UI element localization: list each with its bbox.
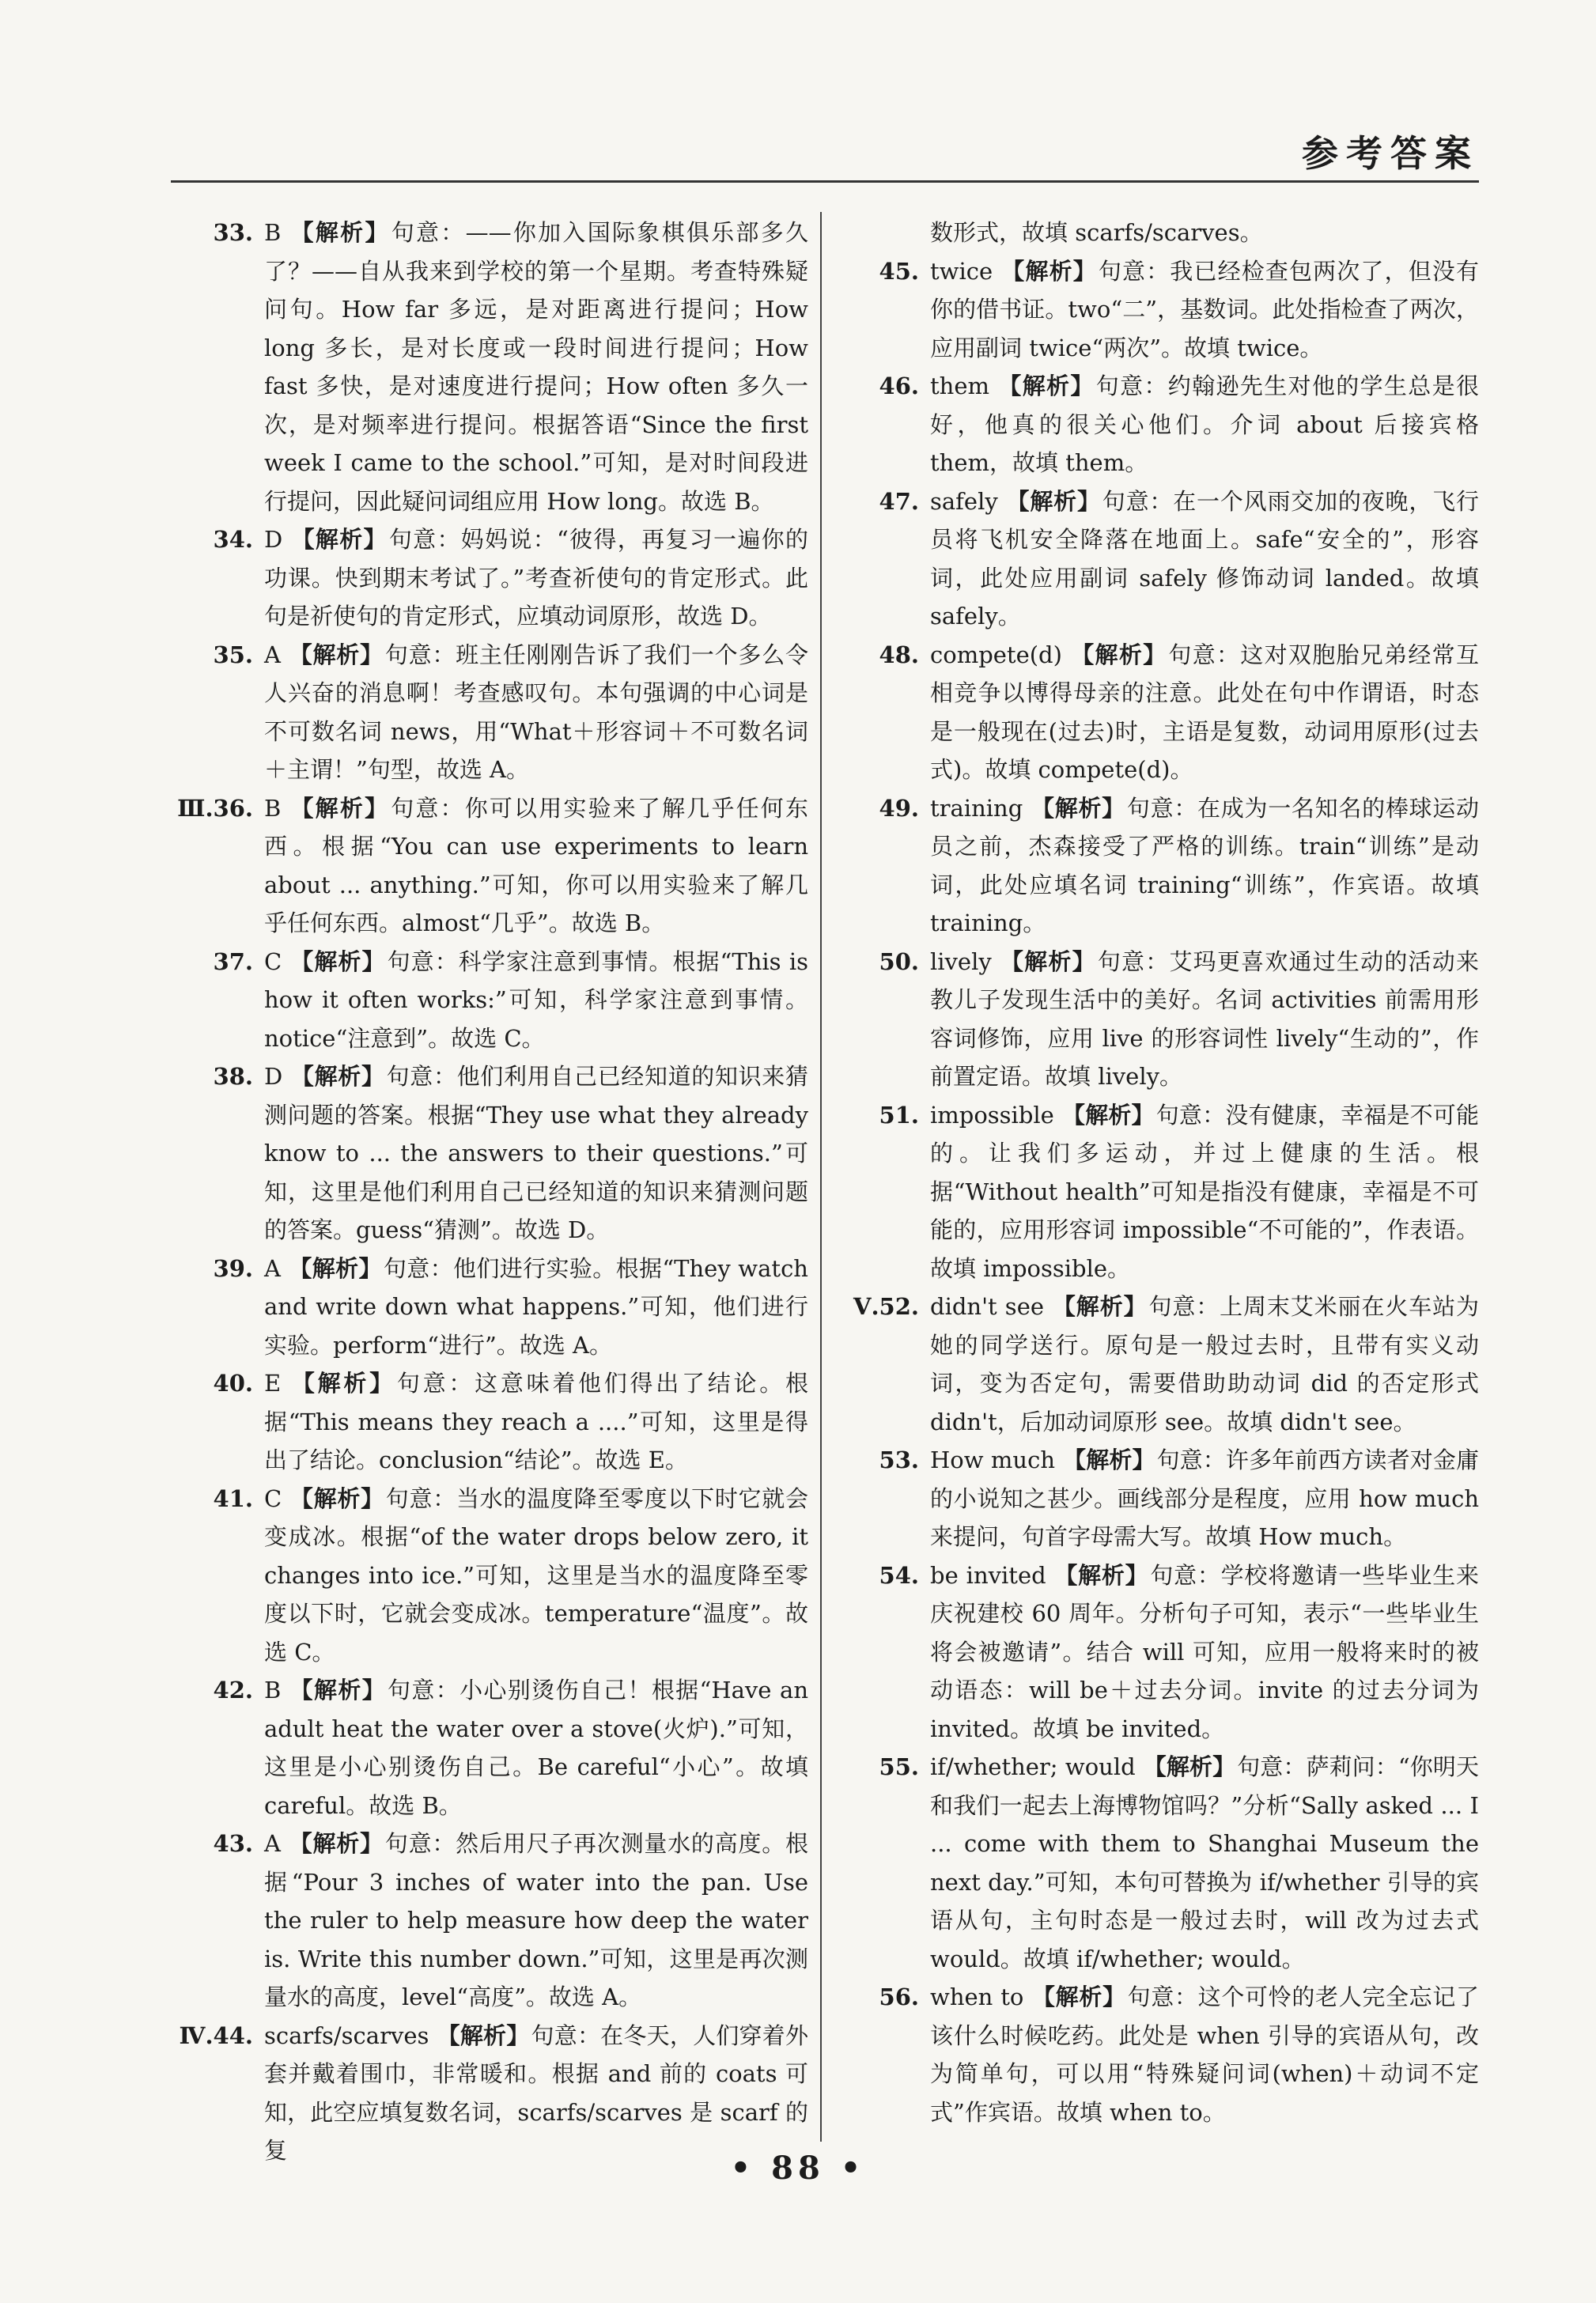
analysis-tag: 【解析】 — [289, 1370, 395, 1397]
number-label: 51. — [879, 1101, 919, 1129]
analysis-tag: 【解析】 — [999, 947, 1096, 975]
analysis-tag: 【解析】 — [1031, 1983, 1126, 2010]
answer-key: didn't see — [930, 1293, 1045, 1320]
number-label: 34. — [213, 526, 253, 553]
number-label: 49. — [879, 794, 919, 822]
analysis-tag: 【解析】 — [1061, 1101, 1155, 1129]
answer-key: when to — [930, 1983, 1024, 2010]
answer-entry — [171, 520, 808, 636]
question-number — [837, 1441, 919, 1480]
question-number — [171, 943, 253, 981]
explanation-text: 句意：上周末艾米丽在火车站为她的同学送行。原句是一般过去时，且带有实义动词，变为否定句，需要借助助动词 did 的否定形式 didn't，后加动词原形 see。故填 didn't see。 — [930, 1293, 1479, 1435]
answer-entry — [837, 789, 1479, 943]
question-number — [171, 1825, 253, 1863]
explanation-text: 句意：艾玛更喜欢通过生动的活动来教儿子发现生活中的美好。名词 activities 前需用形容词修饰，应用 live 的形容词性 lively“生动的”，作前置定语。故填 lively。 — [930, 947, 1479, 1090]
number-label: 50. — [879, 947, 919, 975]
number-label: 39. — [213, 1254, 253, 1282]
question-number — [171, 789, 253, 828]
question-number — [837, 482, 919, 521]
answer-entry — [837, 1748, 1479, 1978]
answer-key: B — [264, 1677, 282, 1704]
number-label: 46. — [879, 372, 919, 399]
answer-entry — [837, 1978, 1479, 2131]
analysis-tag: 【解析】 — [1052, 1293, 1148, 1320]
question-number — [837, 1556, 919, 1595]
section-numeral: Ⅴ. — [853, 1293, 879, 1320]
answer-entry — [837, 482, 1479, 636]
answer-key: compete(d) — [930, 641, 1062, 668]
number-label: 33. — [213, 219, 253, 246]
answer-key: training — [930, 794, 1023, 822]
answer-key: B — [264, 794, 282, 822]
answer-key: safely — [930, 487, 998, 515]
explanation-text: 句意：这对双胞胎兄弟经常互相竞争以博得母亲的注意。此处在句中作谓语，时态是一般现在(过去)时，主语是复数，动词用原形(过去式)。故填 compete(d)。 — [930, 641, 1479, 783]
analysis-tag: 【解析】 — [1005, 487, 1101, 515]
analysis-tag: 【解析】 — [1053, 1561, 1149, 1589]
explanation-text: 句意：然后用尺子再次测量水的高度。根据“Pour 3 inches of water into the pan. Use the ruler to help measure how deep the water is. Write this number down.”可知，这里是再次测量水的高度，level“高度”。故选 A。 — [264, 1830, 808, 2010]
analysis-tag: 【解析】 — [997, 372, 1095, 399]
question-number — [837, 252, 919, 291]
number-label: 48. — [879, 641, 919, 668]
analysis-tag: 【解析】 — [289, 794, 390, 822]
explanation-text: 句意：科学家注意到事情。根据“This is how it often works:”可知，科学家注意到事情。notice“注意到”。故选 C。 — [264, 947, 808, 1052]
answer-key: A — [264, 641, 281, 668]
header-title: 参考答案 — [1302, 132, 1479, 175]
question-number — [837, 367, 919, 406]
analysis-tag: 【解析】 — [289, 947, 386, 975]
answer-key: twice — [930, 257, 993, 285]
answer-key: be invited — [930, 1561, 1046, 1589]
explanation-text: 句意：小心别烫伤自己！根据“Have an adult heat the water over a stove(火炉).”可知，这里是小心别烫伤自己。Be careful“小心”。故填 careful。故选 B。 — [264, 1677, 808, 1819]
explanation-text: 句意：在冬天，人们穿着外套并戴着围巾，非常暖和。根据 and 前的 coats 可知，此空应填复数名词，scarfs/scarves 是 scarf 的复 — [264, 2021, 808, 2164]
analysis-tag: 【解析】 — [1000, 257, 1097, 285]
analysis-tag: 【解析】 — [290, 1063, 385, 1090]
question-number — [171, 214, 253, 252]
explanation-text: 句意：当水的温度降至零度以下时它就会变成冰。根据“of the water drops below zero, it changes into ice.”可知，这里是当水的温度降至零度以下时，它就会变成冰。temperature“温度”。故选 C。 — [264, 1484, 808, 1666]
number-label: 44. — [213, 2021, 253, 2049]
analysis-tag: 【解析】 — [1063, 1446, 1155, 1473]
answer-entry — [171, 943, 808, 1058]
analysis-tag: 【解析】 — [288, 1254, 382, 1282]
answer-entry — [171, 1057, 808, 1250]
explanation-text: 句意：在成为一名知名的棒球运动员之前，杰森接受了严格的训练。train“训练”是动词，此处应填名词 training“训练”，作宾语。故填 training。 — [930, 794, 1479, 936]
answer-key: D — [264, 1063, 283, 1090]
answer-entry — [837, 1441, 1479, 1556]
number-label: 52. — [879, 1293, 919, 1320]
question-number — [171, 1057, 253, 1096]
answer-key: them — [930, 372, 989, 399]
number-label: 35. — [213, 641, 253, 668]
column-divider — [820, 212, 822, 2142]
explanation-text: 句意：班主任刚刚告诉了我们一个多么令人兴奋的消息啊！考查感叹句。本句强调的中心词是不可数名词 news，用“What＋形容词＋不可数名词＋主谓！”句型，故选 A。 — [264, 641, 808, 783]
question-number — [171, 1250, 253, 1288]
answer-key: A — [264, 1254, 281, 1282]
answer-key: impossible — [930, 1101, 1054, 1129]
number-label: 42. — [213, 1677, 253, 1704]
question-number — [837, 636, 919, 675]
answer-entry — [171, 214, 808, 520]
answer-entry — [837, 636, 1479, 789]
analysis-tag: 【解析】 — [1031, 794, 1125, 822]
explanation-text: 句意：我已经检查包两次了，但没有你的借书证。two“二”，基数词。此处指检查了两次，应用副词 twice“两次”。故填 twice。 — [930, 257, 1479, 361]
analysis-tag: 【解析】 — [290, 526, 388, 553]
answer-entry — [171, 1250, 808, 1365]
question-number — [837, 1096, 919, 1135]
answer-key: A — [264, 1830, 281, 1857]
answer-key: How much — [930, 1446, 1055, 1473]
answer-entry — [837, 1288, 1479, 1441]
number-label: 47. — [879, 487, 919, 515]
explanation-text: 句意：萨莉问：“你明天和我们一起去上海博物馆吗？”分析“Sally asked ... I ... come with them to Shanghai Museum the next day.”可知，本句可替换为 if/whether 引导的宾语从句，主句时态是一般过去时，will 改为过去式 would。故填 if/whether; would。 — [930, 1753, 1479, 1972]
answer-key: if/whether; would — [930, 1753, 1136, 1780]
analysis-tag: 【解析】 — [289, 1484, 384, 1512]
answer-entry — [837, 1556, 1479, 1749]
answer-key: lively — [930, 947, 992, 975]
answer-key: E — [264, 1370, 282, 1397]
right-column — [837, 214, 1479, 2131]
number-label: 56. — [879, 1983, 919, 2010]
answer-key: scarfs/scarves — [264, 2021, 429, 2049]
section-numeral: Ⅳ. — [179, 2021, 214, 2049]
explanation-text: 句意：约翰逊先生对他的学生总是很好，他真的很关心他们。介词 about 后接宾格 them，故填 them。 — [930, 372, 1479, 476]
explanation-text: 句意：在一个风雨交加的夜晚，飞行员将飞机安全降落在地面上。safe“安全的”，形容词，此处应用副词 safely 修饰动词 landed。故填 safely。 — [930, 487, 1479, 630]
question-number — [837, 789, 919, 828]
page-number: • 88 • — [730, 2150, 866, 2187]
answer-entry — [171, 789, 808, 943]
question-number — [171, 1364, 253, 1403]
number-label: 41. — [213, 1484, 253, 1512]
question-number — [837, 1288, 919, 1326]
question-number — [171, 636, 253, 675]
question-number — [171, 1480, 253, 1518]
left-column — [171, 214, 808, 2170]
analysis-tag: 【解析】 — [289, 219, 390, 246]
section-numeral: Ⅲ. — [177, 794, 214, 822]
explanation-text: 句意：他们利用自己已经知道的知识来猜测问题的答案。根据“They use what they already know to ... the answers to their questions.”可知，这里是他们利用自己已经知道的知识来猜测问题的答案。guess“猜测”。故选 D。 — [264, 1063, 808, 1243]
explanation-text: 句意：这意味着他们得出了结论。根据“This means they reach a ....”可知，这里是得出了结论。conclusion“结论”。故选 E。 — [264, 1370, 808, 1473]
number-label: 55. — [879, 1753, 919, 1780]
answer-entry — [837, 252, 1479, 368]
number-label: 54. — [879, 1561, 919, 1589]
answer-entry — [837, 1096, 1479, 1288]
number-label: 53. — [879, 1446, 919, 1473]
explanation-text: 句意：学校将邀请一些毕业生来庆祝建校 60 周年。分析句子可知，表示“一些毕业生将会被邀请”。结合 will 可知，应用一般将来时的被动语态：will be＋过去分词。invite 的过去分词为 invited。故填 be invited。 — [930, 1561, 1479, 1742]
question-number — [837, 1978, 919, 2017]
explanation-text: 句意：这个可怜的老人完全忘记了该什么时候吃药。此处是 when 引导的宾语从句，改为简单句，可以用“特殊疑问词(when)＋动词不定式”作宾语。故填 when to。 — [930, 1983, 1479, 2126]
explanation-text: 句意：他们进行实验。根据“They watch and write down what happens.”可知，他们进行实验。perform“进行”。故选 A。 — [264, 1254, 808, 1359]
explanation-text: 句意：没有健康，幸福是不可能的。让我们多运动，并过上健康的生活。根据“Without health”可知是指没有健康，幸福是不可能的，应用形容词 impossible“不可能的”，作表语。故填 impossible。 — [930, 1101, 1479, 1282]
answer-entry — [837, 367, 1479, 482]
answer-key: C — [264, 1484, 282, 1512]
explanation-text: 句意：你可以用实验来了解几乎任何东西。根据“You can use experiments to learn about ... anything.”可知，你可以用实验来了解几乎任何东西。almost“几乎”。故选 B。 — [264, 794, 808, 936]
analysis-tag: 【解析】 — [1069, 641, 1167, 668]
analysis-tag: 【解析】 — [1143, 1753, 1236, 1780]
number-label: 45. — [879, 257, 919, 285]
answer-entry — [171, 1825, 808, 2017]
analysis-tag: 【解析】 — [437, 2021, 530, 2049]
question-number — [837, 943, 919, 981]
number-label: 38. — [213, 1063, 253, 1090]
answer-entry — [837, 943, 1479, 1096]
explanation-text: 句意：——你加入国际象棋俱乐部多久了？——自从我来到学校的第一个星期。考查特殊疑问句。How far 多远，是对距离进行提问；How long 多长，是对长度或一段时间进行提问；How fast 多快，是对速度进行提问；How often 多久一次，是对频率进行提问。根据答语“Since the first week I came to the school.”可知，是对时间段进行提问，因此疑问词组应用 How long。故选 B。 — [264, 219, 808, 515]
answer-entry — [171, 1364, 808, 1480]
number-label: 37. — [213, 947, 253, 975]
number-label: 40. — [213, 1370, 253, 1397]
header-rule — [171, 180, 1479, 183]
analysis-tag: 【解析】 — [288, 641, 384, 668]
question-number — [171, 1671, 253, 1710]
answer-entry — [171, 1480, 808, 1672]
answer-entry — [171, 636, 808, 789]
explanation-text: 句意：妈妈说：“彼得，再复习一遍你的功课。快到期末考试了。”考查祈使句的肯定形式。此句是祈使句的肯定形式，应填动词原形，故选 D。 — [264, 526, 808, 630]
analysis-tag: 【解析】 — [288, 1830, 384, 1857]
explanation-text: 句意：许多年前西方读者对金庸的小说知之甚少。画线部分是程度，应用 how much 来提问，句首字母需大写。故填 How much。 — [930, 1446, 1479, 1550]
question-number — [837, 1748, 919, 1787]
answer-entry — [171, 1671, 808, 1825]
analysis-tag: 【解析】 — [289, 1677, 387, 1704]
answer-key: D — [264, 526, 283, 553]
answer-entry — [171, 2017, 808, 2170]
question-number — [171, 520, 253, 559]
question-number — [171, 2017, 253, 2055]
answer-key: B — [264, 219, 282, 246]
number-label: 43. — [213, 1830, 253, 1857]
answer-key: C — [264, 947, 282, 975]
continuation-text: 数形式，故填 scarfs/scarves。 — [930, 219, 1263, 246]
number-label: 36. — [213, 794, 253, 822]
